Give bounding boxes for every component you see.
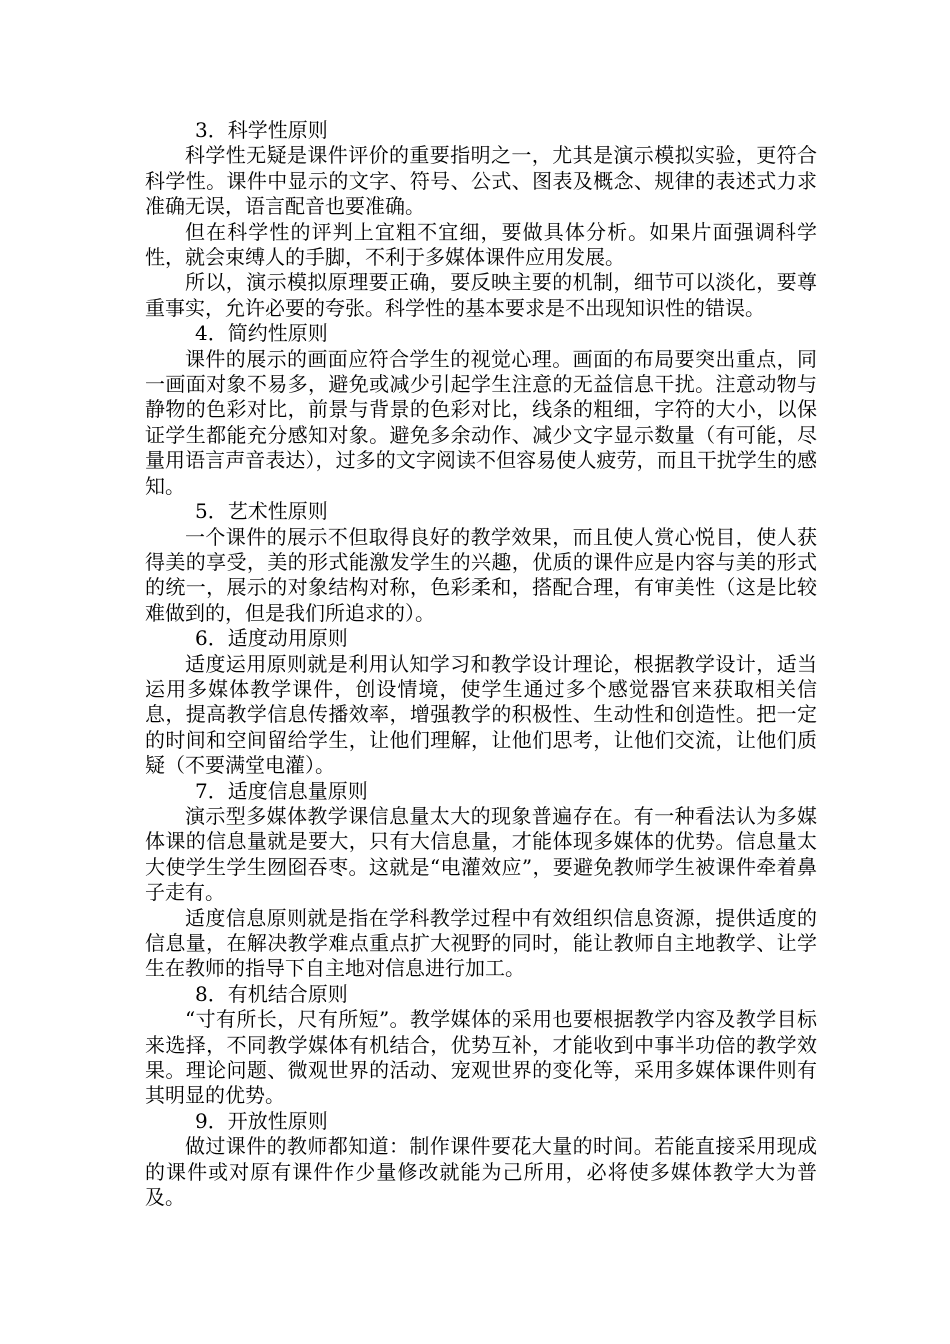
body-paragraph: 科学性无疑是课件评价的重要指明之一，尤其是演示模拟实验，更符合科学性。课件中显示的文字、符号、公式、图表及概念、规律的表述式力求准确无误，语言配音也要准确。 [145,143,817,219]
body-paragraph: 演示型多媒体教学课信息量太大的现象普遍存在。有一种看法认为多媒体课的信息量就是要大，只有大信息量，才能体现多媒体的优势。信息量太大使学生学生囫囵吞枣。这就是“电灌效应”，要避免教师学生被课件牵着鼻子走有。 [145,803,817,905]
body-paragraph: 但在科学性的评判上宜粗不宜细，要做具体分析。如果片面强调科学性，就会束缚人的手脚，不利于多媒体课件应用发展。 [145,219,817,270]
body-paragraph: “寸有所长，尺有所短”。教学媒体的采用也要根据教学内容及教学目标来选择，不同教学媒体有机结合，优势互补，才能收到中事半功倍的教学效果。理论问题、微观世界的活动、宠观世界的变化等，采用多媒体课件则有其明显的优势。 [145,1007,817,1108]
body-paragraph: 所以，演示模拟原理要正确，要反映主要的机制，细节可以淡化，要尊重事实，允许必要的夸张。科学性的基本要求是不出现知识性的错误。 [145,270,817,320]
body-paragraph: 适度运用原则就是利用认知学习和教学设计理论，根据教学设计，适当运用多媒体教学课件，创设情境，使学生通过多个感觉器官来获取相关信息，提高教学信息传播效率，增强教学的积极性、生动性和创造性。把一定的时间和空间留给学生，让他们理解，让他们思考，让他们交流，让他们质疑（不要满堂电灌）。 [145,651,817,778]
section-heading: 6．适度动用原则 [195,626,348,651]
section-heading: 8．有机结合原则 [195,981,348,1006]
section-heading: 5．艺术性原则 [195,499,328,524]
section-heading: 4．简约性原则 [195,321,328,346]
section-heading: 9．开放性原则 [195,1108,328,1133]
body-paragraph: 做过课件的教师都知道：制作课件要花大量的时间。若能直接采用现成的课件或对原有课件作少量修改就能为己所用，必将使多媒体教学大为普及。 [145,1134,817,1210]
document-page [145,118,817,1210]
section-heading: 7．适度信息量原则 [195,778,368,803]
body-paragraph: 适度信息原则就是指在学科教学过程中有效组织信息资源，提供适度的信息量，在解决教学难点重点扩大视野的同时，能让教师自主地教学、让学生在教师的指导下自主地对信息进行加工。 [145,905,817,981]
body-paragraph: 一个课件的展示不但取得良好的教学效果，而且使人赏心悦目，使人获得美的享受，美的形式能激发学生的兴趣，优质的课件应是内容与美的形式的统一，展示的对象结构对称，色彩柔和，搭配合理，有审美性（这是比较难做到的，但是我们所追求的）。 [145,524,817,625]
section-heading: 3．科学性原则 [195,118,328,142]
body-paragraph: 课件的展示的画面应符合学生的视觉心理。画面的布局要突出重点，同一画面对象不易多，避免或减少引起学生注意的无益信息干扰。注意动物与静物的色彩对比，前景与背景的色彩对比，线条的粗细，字符的大小，以保证学生都能充分感知对象。避免多余动作、减少文字显示数量（有可能，尽量用语言声音表达），过多的文字阅读不但容易使人疲劳，而且干扰学生的感知。 [145,346,817,498]
